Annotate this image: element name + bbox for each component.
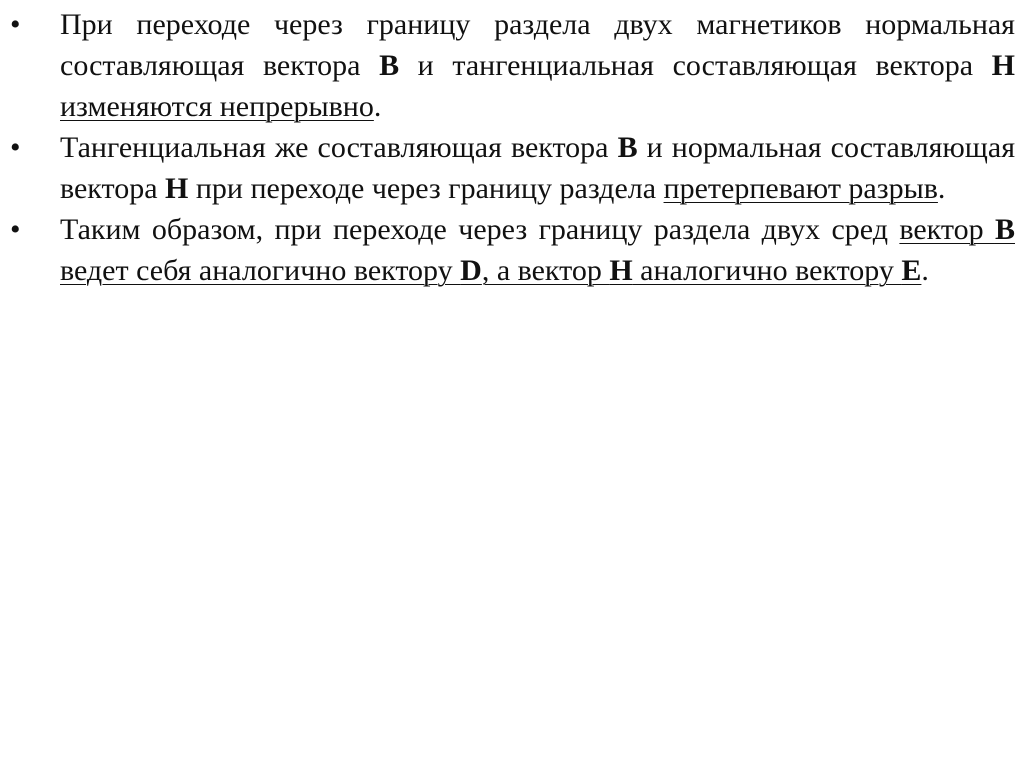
underlined-text: претерпевают разрыв <box>663 172 938 205</box>
bullet-item-2 <box>0 127 1024 209</box>
underlined-text: ведет себя аналогично вектору <box>60 254 461 287</box>
bullet-icon: • <box>10 131 21 164</box>
text-segment: и нормальная составляющая вектора <box>60 131 1015 205</box>
text-segment: Таким образом, при переходе через границу раздела двух сред <box>60 213 900 246</box>
bullet-icon: • <box>10 8 21 41</box>
bullet-item-1 <box>0 4 1024 127</box>
vector-symbol: B <box>617 131 638 164</box>
bullet-text <box>60 209 1015 291</box>
vector-symbol: H <box>609 254 633 287</box>
vector-symbol: B <box>994 213 1015 246</box>
text-segment: и тангенциальная составляющая вектора <box>399 49 992 82</box>
vector-symbol: H <box>165 172 189 205</box>
text-segment: . <box>373 90 382 123</box>
vector-symbol: D <box>460 254 482 287</box>
underlined-text: аналогично вектору <box>632 254 902 287</box>
text-segment: Тангенциальная же составляющая вектора <box>60 131 618 164</box>
underlined-text: , а вектор <box>481 254 610 287</box>
vector-symbol: B <box>379 49 400 82</box>
underlined-text: вектор <box>899 213 995 246</box>
vector-symbol: H <box>991 49 1015 82</box>
bullet-item-3 <box>0 209 1024 291</box>
text-segment: при переходе через границу раздела <box>188 172 664 205</box>
bullet-icon: • <box>10 213 21 246</box>
underlined-text: изменяются непрерывно <box>60 90 374 123</box>
bullet-text <box>60 127 1015 209</box>
bullet-text <box>60 4 1015 127</box>
bullet-list <box>0 4 1024 291</box>
text-segment: При переходе через границу раздела двух магнетиков нормальная составляющая вектора <box>60 8 1015 82</box>
text-segment: . <box>937 172 946 205</box>
text-segment: . <box>921 254 929 287</box>
vector-symbol: E <box>901 254 922 287</box>
